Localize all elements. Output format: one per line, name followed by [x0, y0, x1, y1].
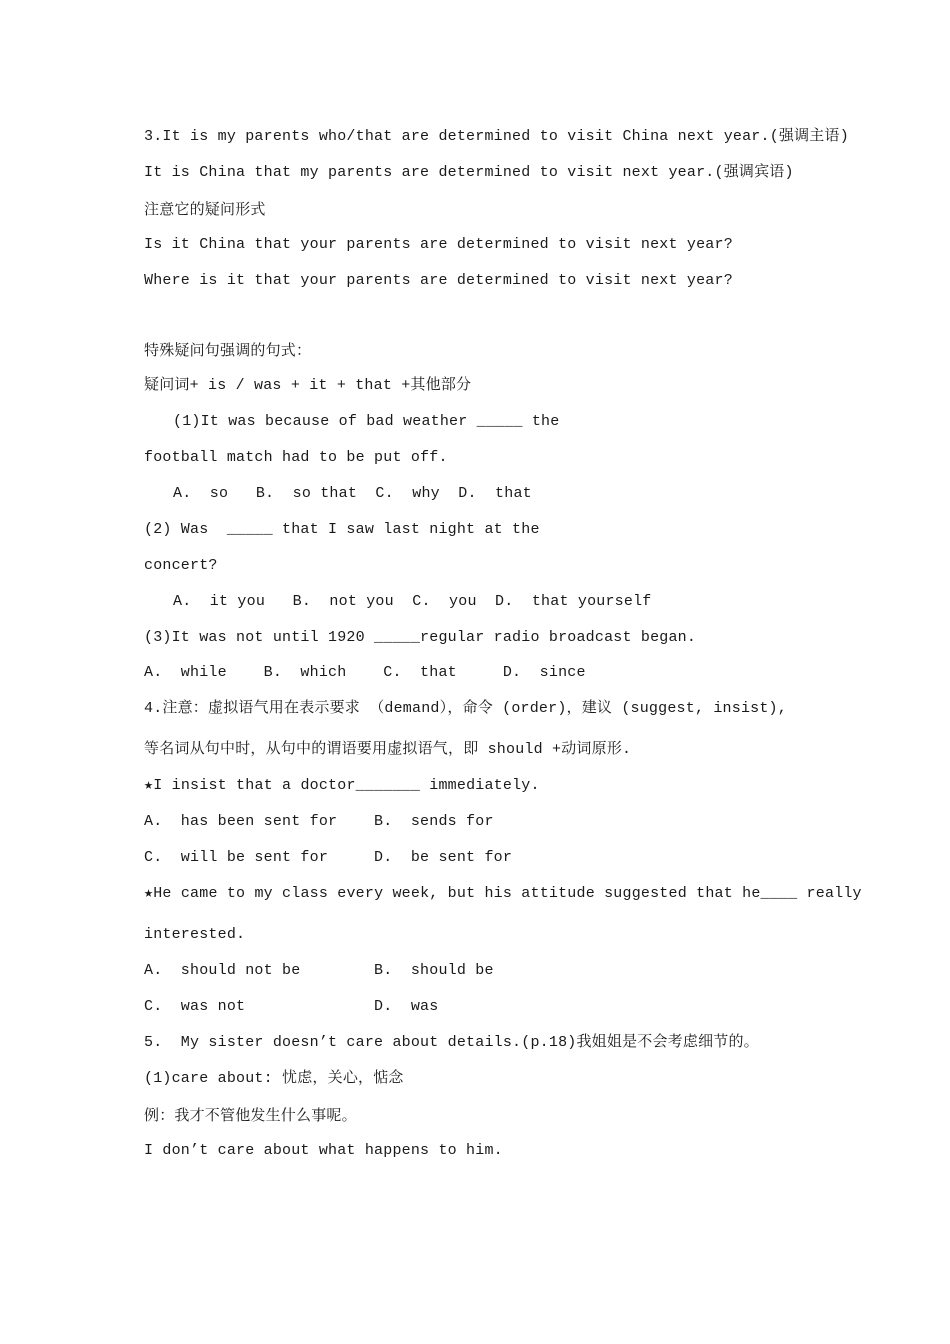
- text-line-13: A. it you B. not you C. you D. that yourself: [173, 593, 652, 610]
- text-line-28: I don’t care about what happens to him.: [144, 1142, 503, 1159]
- text-line-1: 3.It is my parents who/that are determined to visit China next year.(强调主语): [144, 128, 849, 145]
- text-line-24: C. was not D. was: [144, 998, 439, 1015]
- text-line-3: 注意它的疑问形式: [144, 200, 266, 218]
- text-line-25: 5. My sister doesn’t care about details.(p.18)我姐姐是不会考虑细节的。: [144, 1034, 759, 1051]
- text-line-15: A. while B. which C. that D. since: [144, 664, 586, 681]
- text-line-14: (3)It was not until 1920 _____regular radio broadcast began.: [144, 629, 697, 646]
- text-line-21: ★He came to my class every week, but his attitude suggested that he____ really: [144, 885, 862, 902]
- text-line-22: interested.: [144, 926, 246, 943]
- text-line-9: football match had to be put off.: [144, 449, 448, 466]
- text-line-6: 特殊疑问句强调的句式：: [144, 341, 312, 359]
- text-line-8: (1)It was because of bad weather _____ the: [173, 413, 560, 430]
- text-line-16: 4.注意：虚拟语气用在表示要求 （demand），命令 (order)，建议 (suggest, insist),: [144, 700, 787, 717]
- text-line-7: 疑问词+ is / was + it + that +其他部分: [144, 377, 472, 394]
- text-line-20: C. will be sent for D. be sent for: [144, 849, 513, 866]
- text-line-5: Where is it that your parents are determined to visit next year?: [144, 272, 733, 289]
- text-line-2: It is China that my parents are determined to visit next year.(强调宾语): [144, 164, 794, 181]
- text-line-12: concert?: [144, 557, 218, 574]
- text-line-23: A. should not be B. should be: [144, 962, 494, 979]
- text-line-18: ★I insist that a doctor_______ immediately.: [144, 777, 540, 794]
- text-line-27: 例：我才不管他发生什么事呢。: [144, 1106, 357, 1124]
- text-line-26: (1)care about: 忧虑，关心，惦念: [144, 1070, 404, 1087]
- text-line-4: Is it China that your parents are determined to visit next year?: [144, 236, 733, 253]
- text-line-19: A. has been sent for B. sends for: [144, 813, 494, 830]
- text-line-11: (2) Was _____ that I saw last night at the: [144, 521, 540, 538]
- text-line-17: 等名词从句中时，从句中的谓语要用虚拟语气，即 should +动词原形.: [144, 741, 632, 758]
- text-line-10: A. so B. so that C. why D. that: [173, 485, 532, 502]
